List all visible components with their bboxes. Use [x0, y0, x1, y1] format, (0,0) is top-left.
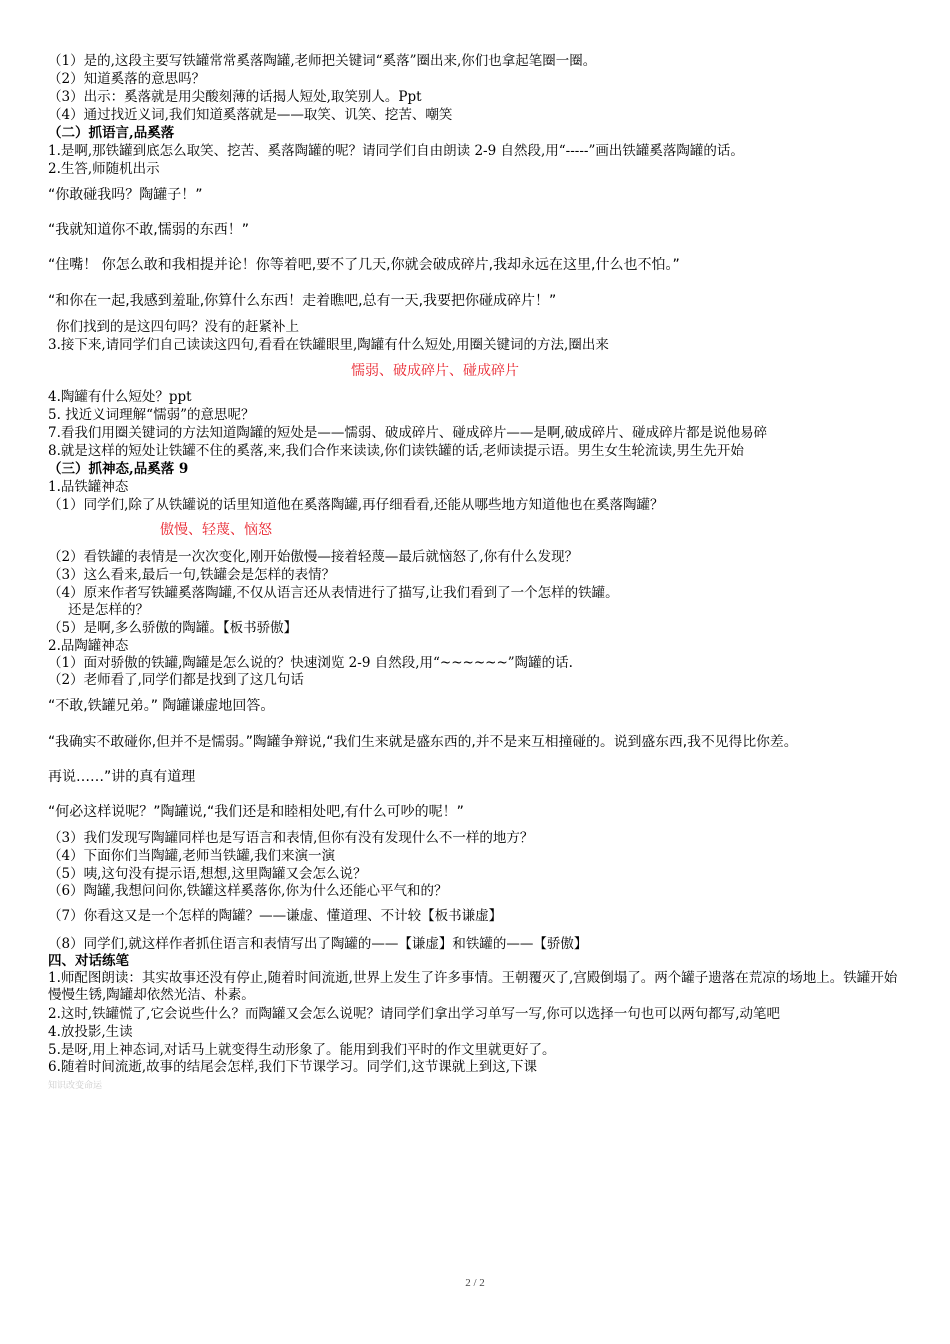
text-line: （2）老师看了,同学们都是找到了这几句话	[48, 672, 304, 688]
watermark-text: 知识改变命运	[48, 1081, 103, 1091]
text-line: （6）陶罐,我想问问你,铁罐这样奚落你,你为什么还能心平气和的？	[48, 883, 448, 899]
quote-line: “我就知道你不敢,懦弱的东西！”	[48, 222, 249, 238]
quote-line: “不敢,铁罐兄弟。” 陶罐谦虚地回答。	[48, 698, 275, 714]
text-line: 你们找到的是这四句吗？没有的赶紧补上	[56, 319, 299, 335]
text-line: 2.生答,师随机出示	[48, 161, 160, 177]
highlight-keywords: 傲慢、轻蔑、恼怒	[160, 522, 272, 538]
text-line: （2）看铁罐的表情是一次次变化,刚开始傲慢—接着轻蔑—最后就恼怒了,你有什么发现？	[48, 549, 579, 565]
text-line: （1）面对骄傲的铁罐,陶罐是怎么说的？快速浏览 2-9 自然段,用“~~~~~~”陶罐的话.	[48, 655, 573, 671]
text-line: （4）通过找近义词,我们知道奚落就是——取笑、讥笑、挖苦、嘲笑	[48, 107, 453, 123]
text-line: （7）你看这又是一个怎样的陶罐？——谦虚、懂道理、不计较【板书谦虚】	[48, 908, 503, 924]
text-line: 4.放投影,生读	[48, 1024, 133, 1040]
text-line: （5）是啊,多么骄傲的陶罐。【板书骄傲】	[48, 620, 298, 636]
text-line: 3.接下来,请同学们自己读读这四句,看看在铁罐眼里,陶罐有什么短处,用圈关键词的方法,圈出来	[48, 337, 609, 353]
text-line: 还是怎样的？	[68, 602, 149, 618]
text-line: （8）同学们,就这样作者抓住语言和表情写出了陶罐的——【谦虚】和铁罐的——【骄傲】	[48, 936, 588, 952]
quote-line: “我确实不敢碰你,但并不是懦弱。”陶罐争辩说,“我们生来就是盛东西的,并不是来互相撞碰的。说到盛东西,我不见得比你差。	[48, 734, 798, 750]
highlight-keywords: 懦弱、破成碎片、碰成碎片	[351, 363, 519, 379]
section-heading: 四、对话练笔	[48, 953, 129, 969]
text-line: （3）我们发现写陶罐同样也是写语言和表情,但你有没有发现什么不一样的地方？	[48, 830, 534, 846]
text-line: 6.随着时间流逝,故事的结尾会怎样,我们下节课学习。同学们,这节课就上到这,下课	[48, 1059, 538, 1075]
text-line: 5.是呀,用上神态词,对话马上就变得生动形象了。能用到我们平时的作文里就更好了。	[48, 1042, 556, 1058]
text-line: （3）出示：奚落就是用尖酸刻薄的话揭人短处,取笑别人。Ppt	[48, 89, 422, 105]
text-line: 4.陶罐有什么短处？ppt	[48, 389, 192, 405]
text-line: 2.品陶罐神态	[48, 638, 129, 654]
text-line: 8.就是这样的短处让铁罐不住的奚落,来,我们合作来读读,你们读铁罐的话,老师读提示语。男生女生轮流读,男生先开始	[48, 443, 744, 459]
section-heading: （三）抓神态,品奚落 9	[48, 461, 189, 477]
quote-line: “你敢碰我吗？陶罐子！”	[48, 187, 203, 203]
text-line: （3）这么看来,最后一句,铁罐会是怎样的表情？	[48, 567, 336, 583]
text-line: 2.这时,铁罐慌了,它会说些什么？而陶罐又会怎么说呢？请同学们拿出学习单写一写,你可以选择一句也可以两句都写,动笔吧	[48, 1006, 781, 1022]
text-line: （4）原来作者写铁罐奚落陶罐,不仅从语言还从表情进行了描写,让我们看到了一个怎样的铁罐。	[48, 585, 619, 601]
quote-line: 再说……”讲的真有道理	[48, 769, 196, 785]
page-number: 2 / 2	[465, 1277, 485, 1289]
text-line: 1.是啊,那铁罐到底怎么取笑、挖苦、奚落陶罐的呢？请同学们自由朗读 2-9 自然段,用“-----”画出铁罐奚落陶罐的话。	[48, 143, 744, 159]
text-line: （1）同学们,除了从铁罐说的话里知道他在奚落陶罐,再仔细看看,还能从哪些地方知道他也在奚落陶罐？	[48, 497, 664, 513]
section-heading: （二）抓语言,品奚落	[48, 125, 175, 141]
text-line: （1）是的,这段主要写铁罐常常奚落陶罐,老师把关键词“奚落”圈出来,你们也拿起笔圈一圈。	[48, 53, 597, 69]
text-line: 7.看我们用圈关键词的方法知道陶罐的短处是——懦弱、破成碎片、碰成碎片——是啊,破成碎片、碰成碎片都是说他易碎	[48, 425, 768, 441]
text-line: 1.品铁罐神态	[48, 479, 129, 495]
text-line: （2）知道奚落的意思吗？	[48, 71, 206, 87]
quote-line: “和你在一起,我感到羞耻,你算什么东西！走着瞧吧,总有一天,我要把你碰成碎片！”	[48, 293, 557, 309]
quote-line: “住嘴！ 你怎么敢和我相提并论！你等着吧,要不了几天,你就会破成碎片,我却永远在这里,什么也不怕。”	[48, 257, 680, 273]
text-line: （4）下面你们当陶罐,老师当铁罐,我们来演一演	[48, 848, 336, 864]
text-line: 5. 找近义词理解“懦弱”的意思呢？	[48, 407, 255, 423]
quote-line: “何必这样说呢？”陶罐说,“我们还是和睦相处吧,有什么可吵的呢！”	[48, 804, 464, 820]
text-line: （5）咦,这句没有提示语,想想,这里陶罐又会怎么说？	[48, 866, 367, 882]
text-paragraph: 1.师配图朗读：其实故事还没有停止,随着时间流逝,世界上发生了许多事情。王朝覆灭了,宫殿倒塌了。两个罐子遗落在荒凉的场地上。铁罐开始慢慢生锈,陶罐却依然光洁、朴素。	[48, 970, 898, 1003]
